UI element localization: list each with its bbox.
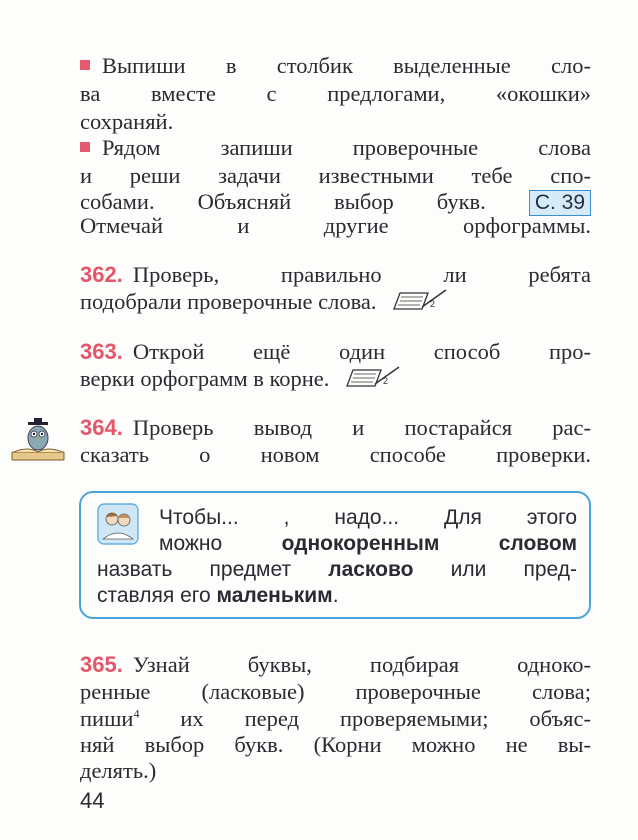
notebook-icon (392, 287, 448, 320)
intro-line-3: сохраняй. (80, 109, 174, 134)
square-bullet-icon (80, 142, 90, 152)
ex365-line-2: ренные (ласковые) проверочные слова; (80, 679, 591, 704)
ex363-line-1: 363. Открой ещё один способ про- (80, 339, 591, 364)
notebook-icon (345, 364, 401, 397)
svg-text:2: 2 (383, 376, 389, 386)
rule-line-2: можно однокоренным словом (159, 532, 577, 555)
ex365-line-5: делять.) (80, 758, 157, 783)
page-reference: С. 39 (529, 190, 591, 216)
rule-line-4: ставляя его маленьким. (97, 584, 339, 607)
ex362-line-2: подобрали проверочные слова. 2 (80, 287, 591, 320)
rule-bold-term: маленьким (216, 584, 333, 607)
intro-line-6: собами. Объясняй выбор букв. С. 39 (80, 188, 591, 216)
rule-line-1: Чтобы... , надо... Для этого (159, 506, 577, 529)
ex363-line-2: верки орфограмм в корне. 2 (80, 364, 591, 397)
footnote-mark: 4 (133, 706, 140, 721)
intro-line-4: Рядом запиши проверочные слова (80, 134, 591, 162)
exercise-number: 363. (80, 339, 123, 364)
owl-teacher-icon (8, 414, 68, 469)
intro-line-2: ва вместе с предлогами, «окошки» (80, 81, 591, 106)
ex365-line-3: пиши$^4$ их перед проверяемыми; объяс- (80, 706, 591, 731)
intro-line-1: Выпиши в столбик выделенные сло- (80, 52, 591, 80)
ex365-line-1: 365. Узнай буквы, подбирая одноко- (80, 652, 591, 677)
children-reading-icon (97, 503, 139, 550)
square-bullet-icon (80, 60, 90, 70)
ex365-line-4: няй выбор букв. (Корни можно не вы- (80, 732, 591, 757)
rule-line-3: назвать предмет ласково или пред- (97, 558, 577, 581)
page-number: 44 (80, 788, 105, 813)
intro-line-5: и реши задачи известными тебе спо- (80, 163, 591, 188)
exercise-number: 364. (80, 415, 123, 440)
rule-box (79, 491, 591, 619)
ex362-line-1: 362. Проверь, правильно ли ребята (80, 262, 591, 287)
svg-text:2: 2 (430, 299, 436, 309)
rule-bold-term: однокоренным словом (281, 532, 577, 555)
intro-line-7: Отмечай и другие орфограммы. (80, 213, 591, 238)
ex364-line-2: сказать о новом способе проверки. (80, 442, 591, 467)
exercise-number: 362. (80, 262, 123, 287)
exercise-number: 365. (80, 652, 123, 677)
ex364-line-1: 364. Проверь вывод и постарайся рас- (80, 415, 591, 440)
rule-bold-term: ласково (328, 558, 414, 581)
